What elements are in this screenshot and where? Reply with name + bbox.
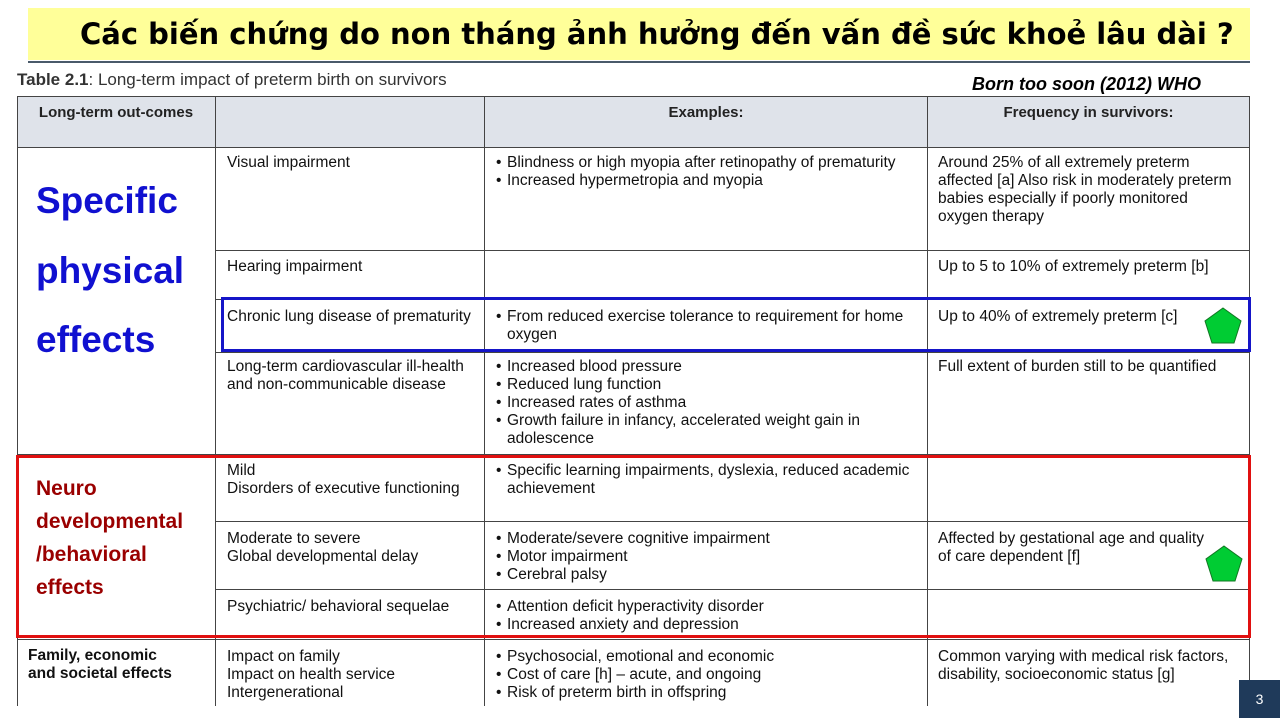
source-citation: Born too soon (2012) WHO — [972, 74, 1201, 94]
example-item: • Increased hypermetropia and myopia — [496, 172, 916, 190]
example-item: • Cerebral palsy — [496, 566, 916, 584]
table-row-cardio-outcome — [227, 358, 472, 394]
slide-title: Các biến chứng do non tháng ảnh hưởng đến vấn đề sức khoẻ lâu dài ? — [28, 8, 1250, 60]
outcome-text: Hearing impairment — [227, 258, 363, 275]
row-divider — [216, 352, 1250, 353]
example-item: • Increased blood pressure — [496, 358, 916, 376]
example-item: • Psychosocial, emotional and economic — [496, 648, 916, 666]
row-divider — [216, 250, 1250, 251]
category-neuro-line: effects — [36, 576, 104, 599]
table-row-family-examples — [496, 648, 916, 702]
table-row-cardio-examples — [496, 358, 916, 448]
category-physical-line: Specific — [36, 180, 178, 221]
outcome-text: Intergenerational — [227, 684, 344, 701]
table-row-visual-outcome — [227, 154, 472, 172]
table-caption-label: Table 2.1 — [17, 70, 89, 89]
outcome-text: Mild — [227, 462, 256, 479]
table-row-visual-frequency: Around 25% of all extremely preterm affected [a] Also risk in moderately preterm babies especially if poorly monitored oxygen therapy — [938, 154, 1232, 225]
category-physical-line: effects — [36, 319, 156, 360]
green-pentagon-icon — [1203, 306, 1243, 346]
example-item: • Specific learning impairments, dyslexia, reduced academic achievement — [496, 462, 916, 498]
example-item: • Growth failure in infancy, accelerated weight gain in adolescence — [496, 412, 916, 448]
table-row-cardio-frequency: Full extent of burden still to be quantified — [938, 358, 1217, 375]
example-item: • Motor impairment — [496, 548, 916, 566]
header-frequency: Frequency in survivors: — [1003, 104, 1174, 121]
category-neuro-line: developmental — [36, 510, 184, 533]
example-item: • Reduced lung function — [496, 376, 916, 394]
example-item: • Moderate/severe cognitive impairment — [496, 530, 916, 548]
table-row-family-outcome — [227, 648, 472, 702]
table-row-family-frequency: Common varying with medical risk factors, disability, socioeconomic status [g] — [938, 648, 1229, 683]
example-item: • Attention deficit hyperactivity disorder — [496, 598, 916, 616]
table-row-lung-frequency: Up to 40% of extremely preterm [c] — [938, 308, 1178, 325]
table-border-top — [17, 96, 1250, 97]
table-header-divider — [17, 147, 1250, 148]
table-row-visual-examples — [496, 154, 916, 190]
category-family-line: and societal effects — [28, 665, 172, 682]
outcome-text: Long-term cardiovascular ill-health and non-communicable disease — [227, 358, 464, 393]
header-examples: Examples: — [668, 104, 744, 121]
outcome-text: Global developmental delay — [227, 548, 419, 565]
example-item: • Cost of care [h] – acute, and ongoing — [496, 666, 916, 684]
category-physical-line: physical — [36, 250, 185, 291]
example-item: • From reduced exercise tolerance to requirement for home oxygen — [496, 308, 916, 344]
example-item: • Blindness or high myopia after retinopathy of prematurity — [496, 154, 916, 172]
category-family-line: Family, economic — [28, 647, 157, 664]
section-divider — [17, 639, 1250, 640]
page-number: 3 — [1239, 680, 1280, 718]
example-item: • Increased anxiety and depression — [496, 616, 916, 634]
outcome-text: Moderate to severe — [227, 530, 361, 547]
header-outcomes: Long-term out-comes — [38, 104, 194, 121]
outcome-text: Psychiatric/ behavioral sequelae — [227, 598, 450, 615]
table-row-moderate-frequency: Affected by gestational age and quality of care dependent [f] — [938, 530, 1204, 565]
green-pentagon-icon — [1204, 544, 1244, 584]
highlight-box-lung — [221, 297, 1251, 352]
table-caption-text: : Long-term impact of preterm birth on survivors — [88, 70, 447, 89]
outcome-text: Disorders of executive functioning — [227, 480, 460, 497]
example-item: • Increased rates of asthma — [496, 394, 916, 412]
outcome-text: Impact on health service — [227, 666, 396, 683]
table-row-hearing-frequency: Up to 5 to 10% of extremely preterm [b] — [938, 258, 1209, 275]
highlight-box-neuro — [16, 455, 1251, 638]
category-neuro-line: /behavioral — [36, 543, 147, 566]
category-family — [28, 647, 172, 683]
table-row-hearing-outcome — [227, 258, 472, 276]
outcome-text: Chronic lung disease of prematurity — [227, 308, 471, 325]
example-item: • Risk of preterm birth in offspring — [496, 684, 916, 702]
category-neuro-line: Neuro — [36, 477, 97, 500]
outcome-text: Impact on family — [227, 648, 340, 665]
outcome-text: Visual impairment — [227, 154, 350, 171]
